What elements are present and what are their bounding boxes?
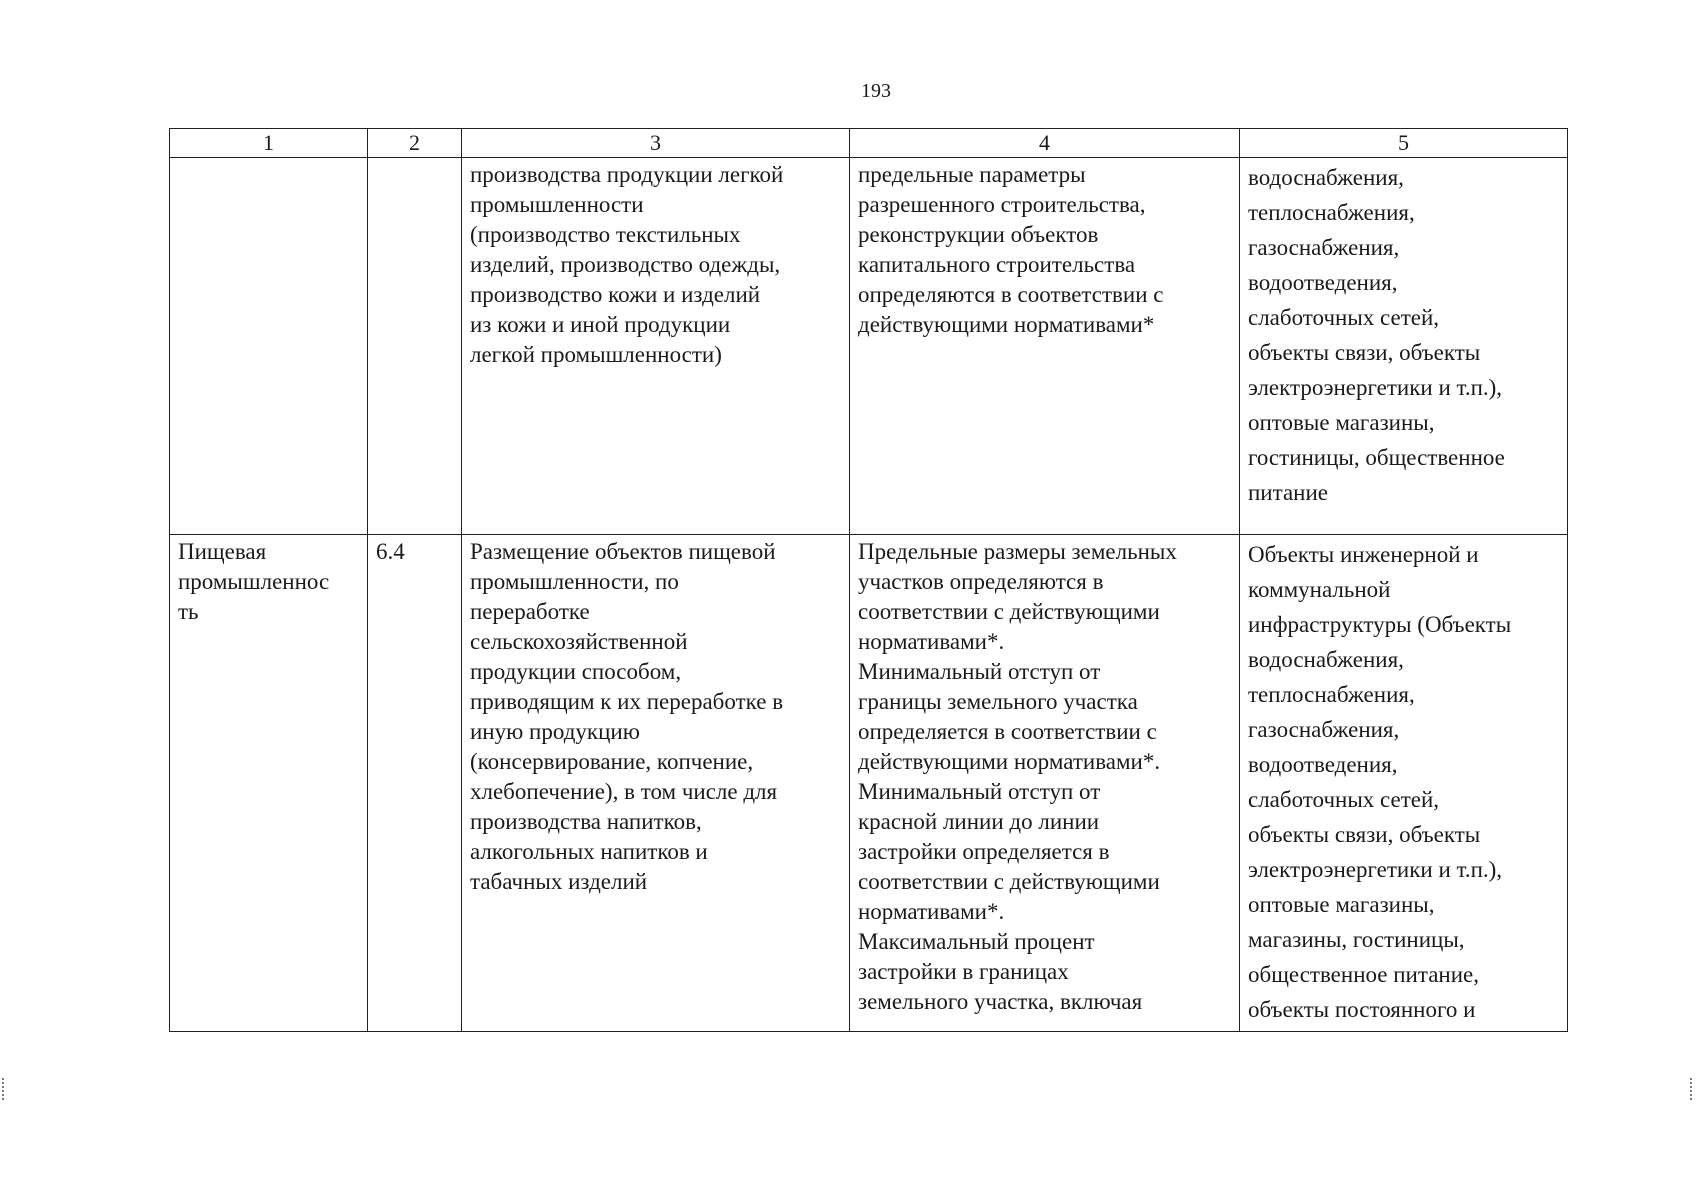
- column-number-2: 2: [368, 129, 462, 158]
- cell-code: 6.4: [368, 535, 462, 1032]
- cell-description: производства продукции легкой промышленности (производство текстильных изделий, производство одежды, производство кожи и изделий из кожи и иной продукции легкой промышленности): [462, 158, 850, 535]
- cell-land-use-name: Пищевая промышленнос ть: [170, 535, 368, 1032]
- column-number-4: 4: [850, 129, 1240, 158]
- table-row: [170, 535, 1568, 1032]
- scan-edge-mark-left: [2, 1078, 7, 1100]
- column-number-1: 1: [170, 129, 368, 158]
- cell-auxiliary-uses: водоснабжения, теплоснабжения, газоснабжения, водоотведения, слаботочных сетей, объекты связи, объекты электроэнергетики и т.п.), оптовые магазины, гостиницы, общественное питание: [1240, 158, 1568, 535]
- cell-description: Размещение объектов пищевой промышленности, по переработке сельскохозяйственной продукции способом, приводящим к их переработке в иную продукцию (консервирование, копчение, хлебопечение), в том числе для производства напитков, алкогольных напитков и табачных изделий: [462, 535, 850, 1032]
- page-number: 193: [861, 80, 891, 102]
- cell-parameters: Предельные размеры земельных участков определяются в соответствии с действующими нормативами*. Минимальный отступ от границы земельного участка определяется в соответствии с действующими нормативами*. Минимальный отступ от красной линии до линии застройки определяется в соответствии с действующими нормативами*. Максимальный процент застройки в границах земельного участка, включая: [850, 535, 1240, 1032]
- scan-edge-mark-right: [1690, 1078, 1695, 1100]
- column-number-row: [170, 129, 1568, 158]
- column-number-3: 3: [462, 129, 850, 158]
- cell-code: [368, 158, 462, 535]
- column-number-5: 5: [1240, 129, 1568, 158]
- cell-land-use-name: [170, 158, 368, 535]
- cell-auxiliary-uses: Объекты инженерной и коммунальной инфраструктуры (Объекты водоснабжения, теплоснабжения, газоснабжения, водоотведения, слаботочных сетей, объекты связи, объекты электроэнергетики и т.п.), оптовые магазины, магазины, гостиницы, общественное питание, объекты постоянного и: [1240, 535, 1568, 1032]
- table-row: [170, 158, 1568, 535]
- cell-parameters: предельные параметры разрешенного строительства, реконструкции объектов капитального строительства определяются в соответствии с действующими нормативами*: [850, 158, 1240, 535]
- zoning-table: [169, 128, 1568, 1032]
